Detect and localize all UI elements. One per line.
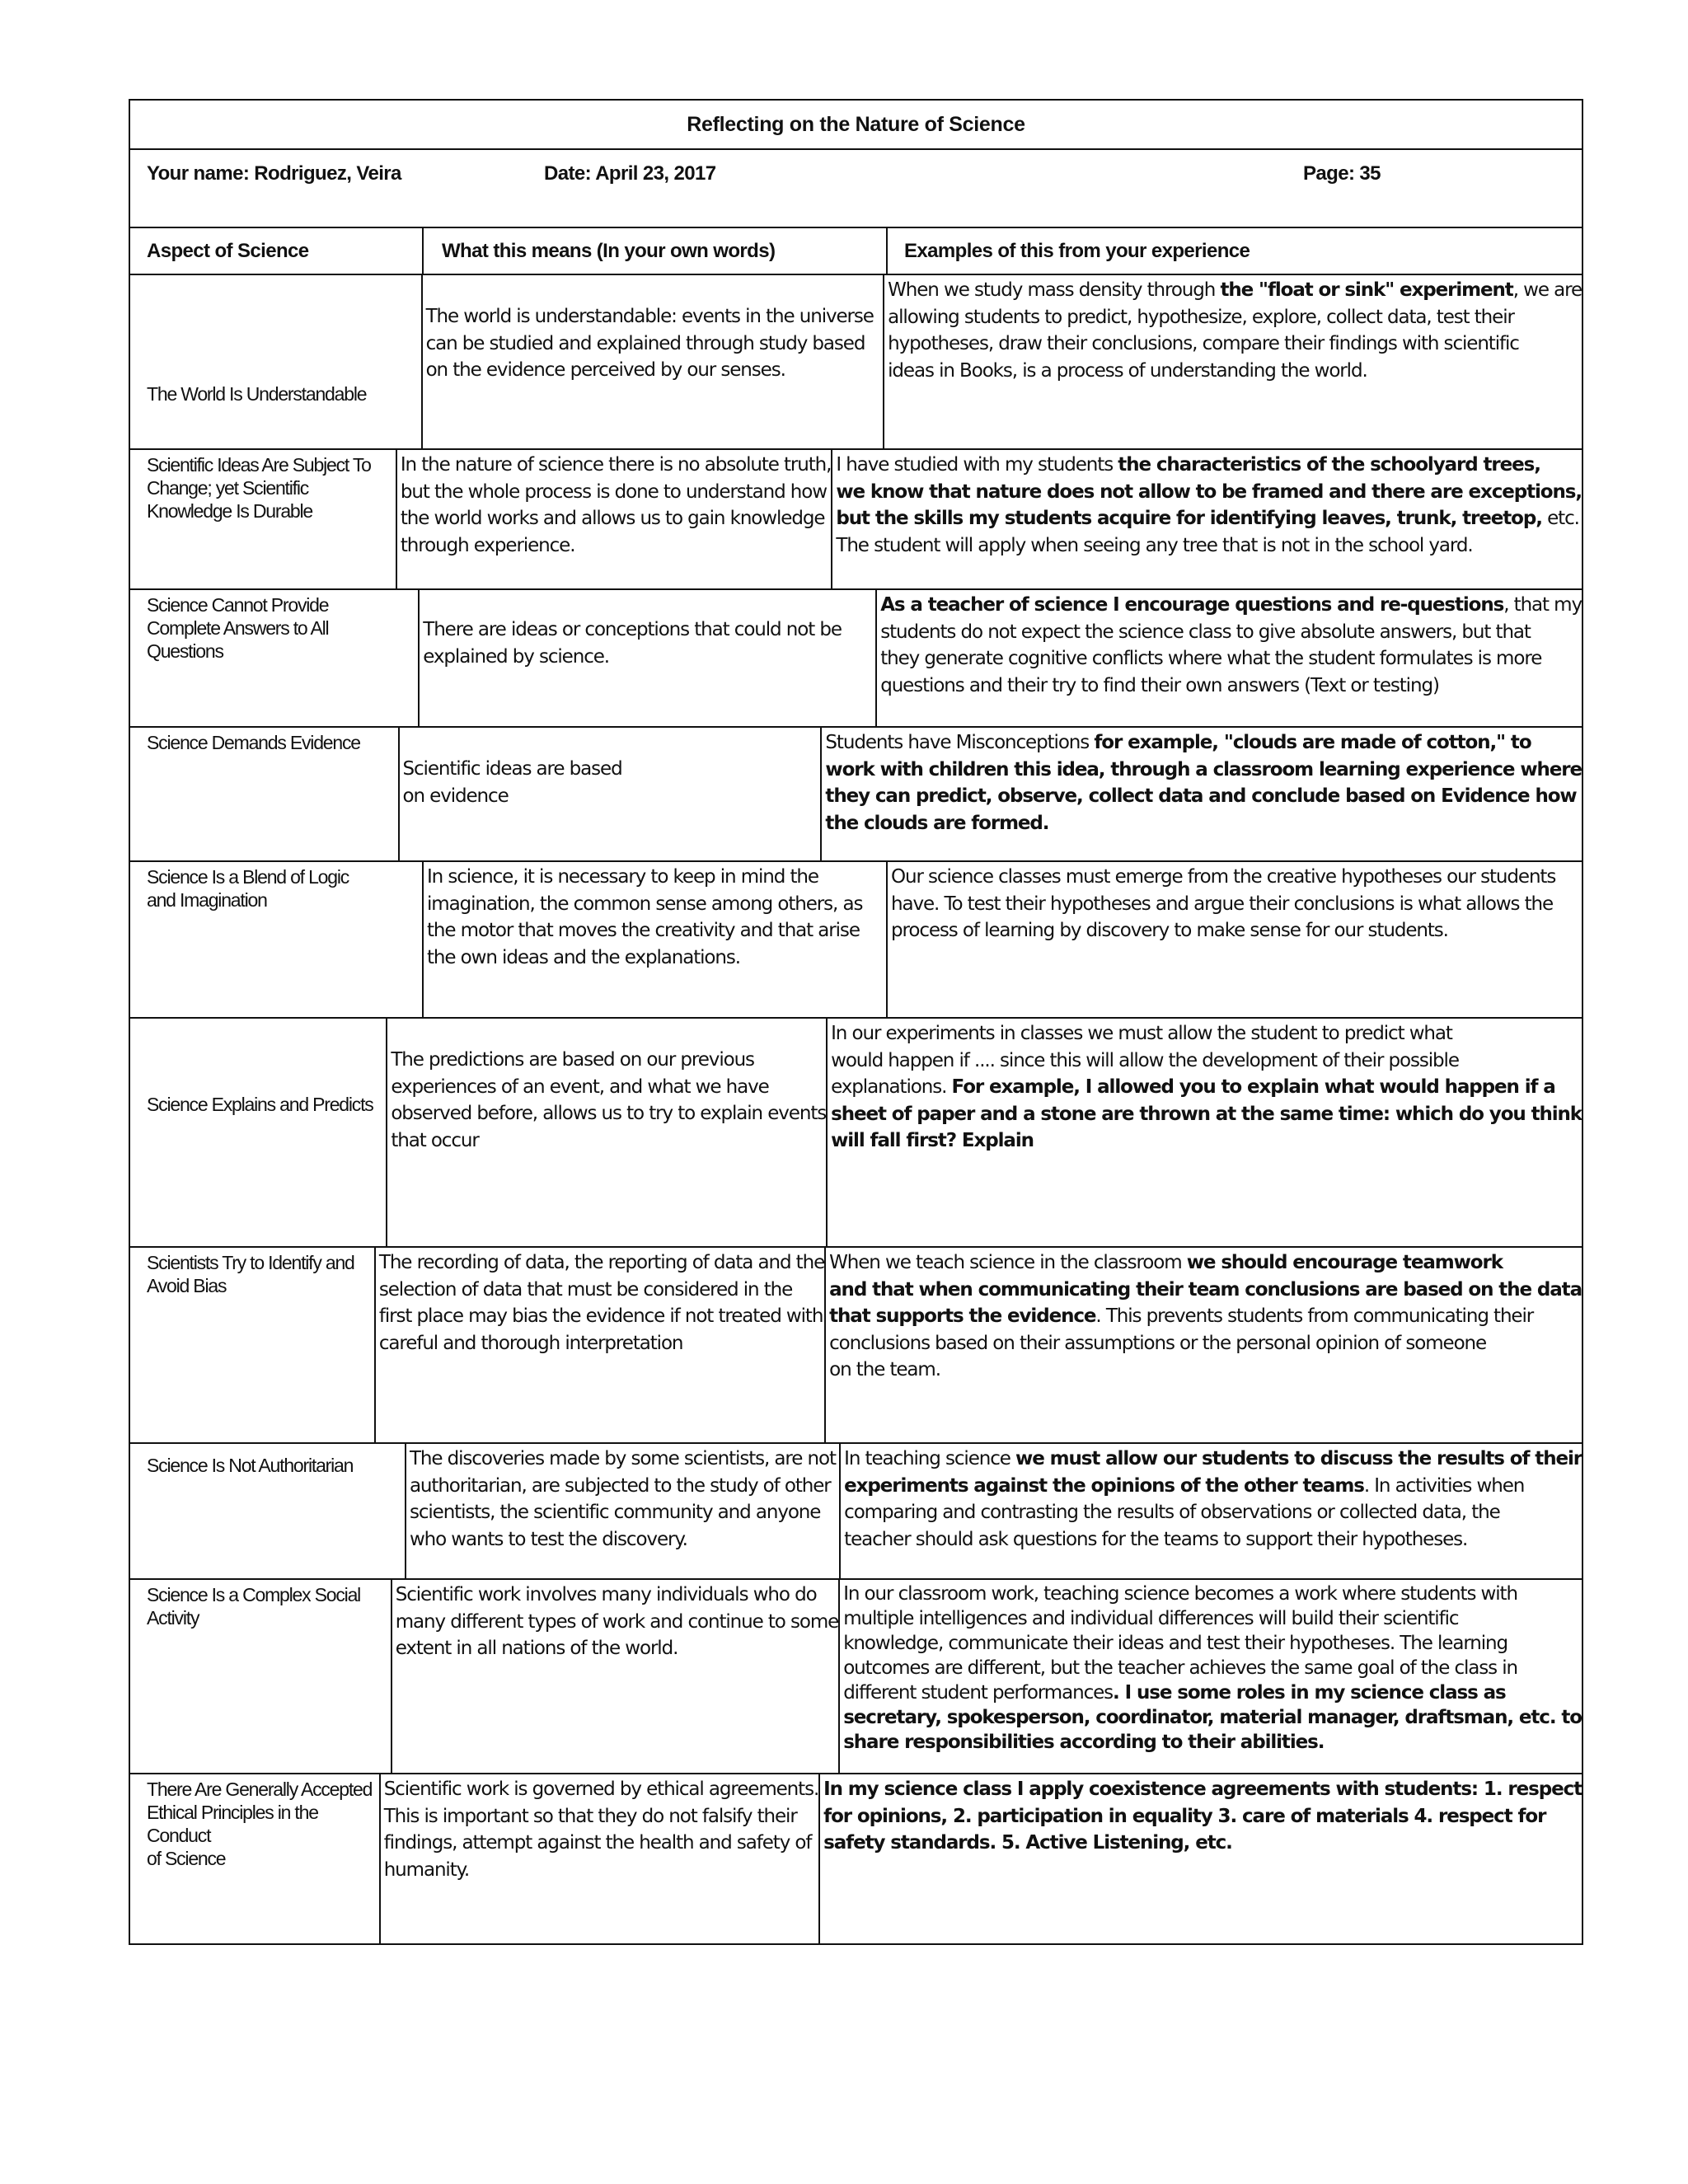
aspect-cell: [130, 450, 397, 588]
meaning-line: can be studied and explained through study based: [425, 332, 865, 354]
example-cell: [828, 1019, 1582, 1246]
example-text: When we study mass density through: [888, 279, 1221, 301]
meaning-line: on evidence: [402, 785, 509, 807]
meaning-line: that occur: [391, 1129, 479, 1151]
meaning-cell: [423, 275, 885, 448]
example-line: teacher should ask questions for the teams to support their hypotheses.: [844, 1528, 1468, 1550]
header-aspect: Aspect of Science: [130, 228, 424, 274]
example-line: allowing students to predict, hypothesize, explore, collect data, test their: [888, 306, 1514, 328]
meaning-line: extent in all nations of the world.: [395, 1638, 678, 1659]
example-cell: [841, 1444, 1582, 1578]
meaning-line: first place may bias the evidence if not treated with: [378, 1305, 823, 1327]
header-examples: Examples of this from your experience: [904, 239, 1250, 262]
aspect-line: Science Is a Complex Social: [147, 1584, 361, 1605]
example-line: would happen if .... since this will allow the development of their possible: [831, 1049, 1459, 1071]
example-line: conclusions based on their assumptions or the personal opinion of someone: [829, 1332, 1487, 1354]
example-bold: we know that nature does not allow to be framed and there are exceptions,: [836, 480, 1582, 503]
meaning-line: Scientific ideas are based: [402, 758, 622, 780]
table-header: [130, 228, 1582, 275]
example-bold: the characteristics of the schoolyard trees,: [1118, 454, 1540, 476]
example-bold: share responsibilities according to their abilities.: [843, 1732, 1325, 1753]
meaning-line: the world works and allows us to gain knowledge: [400, 508, 825, 529]
aspect-line: Activity: [147, 1607, 199, 1629]
example-line: ideas in Books, is a process of understanding the world.: [888, 359, 1367, 382]
example-bold: will fall first? Explain: [831, 1130, 1034, 1151]
example-bold: they can predict, observe, collect data and conclude based on Evidence how: [825, 785, 1577, 807]
meaning-line: The recording of data, the reporting of data and the: [378, 1252, 825, 1273]
example-text: Students have Misconceptions: [825, 732, 1095, 753]
meaning-line: The predictions are based on our previous: [391, 1049, 754, 1071]
meaning-line: There are ideas or conceptions that could not be: [423, 619, 842, 640]
example-bold: we should encourage teamwork: [1186, 1252, 1503, 1273]
example-bold: secretary, spokesperson, coordinator, material manager, draftsman, etc. to: [843, 1707, 1582, 1728]
meaning-line: scientists, the scientific community and anyone: [409, 1502, 821, 1523]
example-text: When we teach science in the classroom: [829, 1252, 1187, 1273]
meaning-line: explained by science.: [423, 645, 609, 668]
aspect-line: Science Explains and Predicts: [147, 1094, 373, 1115]
meaning-line: but the whole process is done to understand how: [400, 480, 827, 503]
aspect-line: Avoid Bias: [147, 1275, 227, 1296]
meaning-line: on the evidence perceived by our senses.: [425, 359, 785, 381]
table-row: [130, 1580, 1582, 1774]
meaning-line: In the nature of science there is no absolute truth,: [400, 454, 832, 476]
aspect-line: Scientific Ideas Are Subject To: [147, 454, 371, 476]
aspect-line: Complete Answers to All: [147, 617, 329, 639]
example-line: questions and their try to find their own answers (Text or testing): [880, 674, 1439, 696]
example-text: . In activities when: [1363, 1474, 1525, 1497]
aspect-line: Scientists Try to Identify and: [147, 1252, 354, 1273]
example-cell: [820, 1774, 1582, 1943]
example-bold: the clouds are formed.: [825, 812, 1049, 834]
aspect-cell: [130, 728, 400, 860]
example-line: on the team.: [829, 1359, 940, 1380]
table-row: [130, 1774, 1582, 1943]
table-row: [130, 1444, 1582, 1580]
meaning-cell: [400, 728, 823, 860]
aspect-line: Science Cannot Provide: [147, 594, 329, 616]
example-line: knowledge, communicate their ideas and test their hypotheses. The learning: [843, 1633, 1508, 1654]
aspect-line: Science Is Not Authoritarian: [147, 1455, 354, 1476]
example-cell: [832, 450, 1582, 588]
example-bold: As a teacher of science I encourage questions and re-questions: [880, 594, 1504, 616]
example-line: they generate cognitive conflicts where what the student formulates is more: [880, 648, 1542, 669]
example-line: multiple intelligences and individual differences will build their scientific: [843, 1608, 1459, 1629]
example-cell: [822, 728, 1582, 860]
meaning-line: through experience.: [400, 534, 575, 556]
table-row: [130, 728, 1582, 862]
aspect-line: Questions: [147, 640, 223, 662]
example-bold: safety standards. 5. Active Listening, etc.: [823, 1832, 1232, 1854]
meaning-line: observed before, allows us to try to explain events: [391, 1103, 827, 1124]
meaning-line: selection of data that must be considered in the: [378, 1278, 793, 1301]
meaning-line: authoritarian, are subjected to the study of other: [409, 1474, 831, 1497]
aspect-line: Knowledge Is Durable: [147, 500, 313, 522]
meaning-line: Scientific work is governed by ethical agreements.: [383, 1779, 819, 1800]
meaning-line: In science, it is necessary to keep in mind the: [427, 866, 818, 888]
header-meaning: What this means (In your own words): [424, 228, 888, 274]
table-row: [130, 862, 1582, 1019]
example-bold: for example, "clouds are made of cotton," to: [1094, 732, 1531, 753]
aspect-line: The World Is Understandable: [147, 383, 367, 405]
example-bold: for opinions, 2. participation in equality 3. care of materials 4. respect for: [823, 1805, 1546, 1827]
example-text: , we are: [1512, 279, 1582, 301]
example-bold: we must allow our students to discuss the results of their: [1015, 1448, 1582, 1469]
meaning-line: many different types of work and continue to some: [395, 1610, 839, 1633]
aspect-cell: [130, 590, 420, 726]
example-cell: [826, 1248, 1582, 1442]
table-row: [130, 1248, 1582, 1444]
example-text: In teaching science: [844, 1448, 1016, 1469]
example-cell: [888, 862, 1582, 1017]
aspect-cell: [130, 1580, 392, 1773]
meaning-line: humanity.: [383, 1858, 470, 1881]
meaning-line: imagination, the common sense among others, as: [427, 893, 863, 915]
example-bold: In my science class I apply coexistence agreements with students: 1. respect: [823, 1779, 1582, 1800]
example-text: etc.: [1541, 508, 1579, 529]
aspect-cell: [130, 862, 424, 1017]
meaning-line: experiences of an event, and what we have: [391, 1076, 769, 1098]
info-row: [130, 150, 1582, 228]
table-row: [130, 1019, 1582, 1248]
example-line: students do not expect the science class to give absolute answers, but that: [880, 621, 1531, 643]
date-label: Date: April 23, 2017: [544, 162, 716, 185]
meaning-line: findings, attempt against the health and safety of: [383, 1832, 812, 1854]
table-row: [130, 590, 1582, 728]
example-line: comparing and contrasting the results of observations or collected data, the: [844, 1502, 1500, 1523]
aspect-line: Ethical Principles in the Conduct: [147, 1802, 318, 1846]
page-number: Page: 35: [1303, 162, 1381, 185]
aspect-cell: [130, 1774, 381, 1943]
aspect-cell: [130, 1019, 387, 1246]
example-text: explanations.: [831, 1076, 952, 1098]
meaning-line: who wants to test the discovery.: [409, 1528, 687, 1550]
example-line: hypotheses, draw their conclusions, compare their findings with scientific: [888, 333, 1519, 354]
example-line: outcomes are different, but the teacher achieves the same goal of the class in: [843, 1657, 1518, 1679]
meaning-line: careful and thorough interpretation: [378, 1332, 683, 1354]
aspect-line: Science Demands Evidence: [147, 732, 360, 753]
example-bold: that supports the evidence: [829, 1305, 1096, 1327]
example-bold: work with children this idea, through a classroom learning experience where: [825, 758, 1582, 780]
meaning-cell: [424, 862, 888, 1017]
aspect-line: and Imagination: [147, 889, 267, 911]
aspect-line: Science Is a Blend of Logic: [147, 866, 349, 888]
example-text: . This prevents students from communicating their: [1095, 1305, 1534, 1327]
meaning-line: The world is understandable: events in the universe: [425, 306, 874, 327]
meaning-cell: [420, 590, 877, 726]
aspect-line: There Are Generally Accepted: [147, 1779, 373, 1800]
aspect-cell: [130, 275, 423, 448]
student-name: Your name: Rodriguez, Veira: [147, 162, 401, 185]
meaning-line: Scientific work involves many individuals who do: [395, 1584, 817, 1605]
meaning-cell: [376, 1248, 826, 1442]
meaning-cell: [397, 450, 833, 588]
example-cell: [884, 275, 1582, 448]
meaning-cell: [406, 1444, 841, 1578]
meaning-cell: [381, 1774, 820, 1943]
example-line: In our classroom work, teaching science becomes a work where students with: [843, 1583, 1517, 1605]
example-text: different student performances: [843, 1682, 1114, 1704]
aspect-line: Change; yet Scientific: [147, 477, 309, 499]
example-bold: . I use some roles in my science class as: [1113, 1682, 1506, 1704]
example-line: In our experiments in classes we must allow the student to predict what: [831, 1023, 1452, 1044]
meaning-cell: [387, 1019, 828, 1246]
example-cell: [840, 1580, 1582, 1773]
meaning-line: the motor that moves the creativity and that arise: [427, 920, 860, 941]
example-line: process of learning by discovery to make sense for our students.: [891, 920, 1448, 941]
document-sheet: [129, 99, 1583, 1945]
example-line: Our science classes must emerge from the creative hypotheses our students: [891, 866, 1556, 888]
aspect-cell: [130, 1248, 376, 1442]
table-row: [130, 275, 1582, 450]
example-text: I have studied with my students: [836, 454, 1118, 476]
example-bold: sheet of paper and a stone are thrown at the same time: which do you think: [831, 1103, 1582, 1125]
meaning-line: The discoveries made by some scientists, are not: [409, 1448, 836, 1469]
meaning-cell: [392, 1580, 840, 1773]
example-bold: experiments against the opinions of the other teams: [844, 1474, 1364, 1497]
aspect-cell: [130, 1444, 406, 1578]
example-text: , that my: [1503, 594, 1582, 616]
example-cell: [877, 590, 1582, 726]
example-bold: but the skills my students acquire for identifying leaves, trunk, treetop,: [836, 508, 1542, 529]
example-bold: the "float or sink" experiment: [1220, 279, 1513, 301]
example-bold: For example, I allowed you to explain what would happen if a: [951, 1076, 1555, 1098]
example-line: have. To test their hypotheses and argue their conclusions is what allows the: [891, 893, 1554, 915]
meaning-line: the own ideas and the explanations.: [427, 946, 740, 968]
meaning-line: This is important so that they do not falsify their: [383, 1805, 797, 1827]
example-bold: and that when communicating their team conclusions are based on the data: [829, 1278, 1582, 1301]
page-title: Reflecting on the Nature of Science: [130, 101, 1582, 150]
table-row: [130, 450, 1582, 590]
example-line: The student will apply when seeing any tree that is not in the school yard.: [836, 534, 1473, 556]
aspect-line: of Science: [147, 1848, 226, 1869]
